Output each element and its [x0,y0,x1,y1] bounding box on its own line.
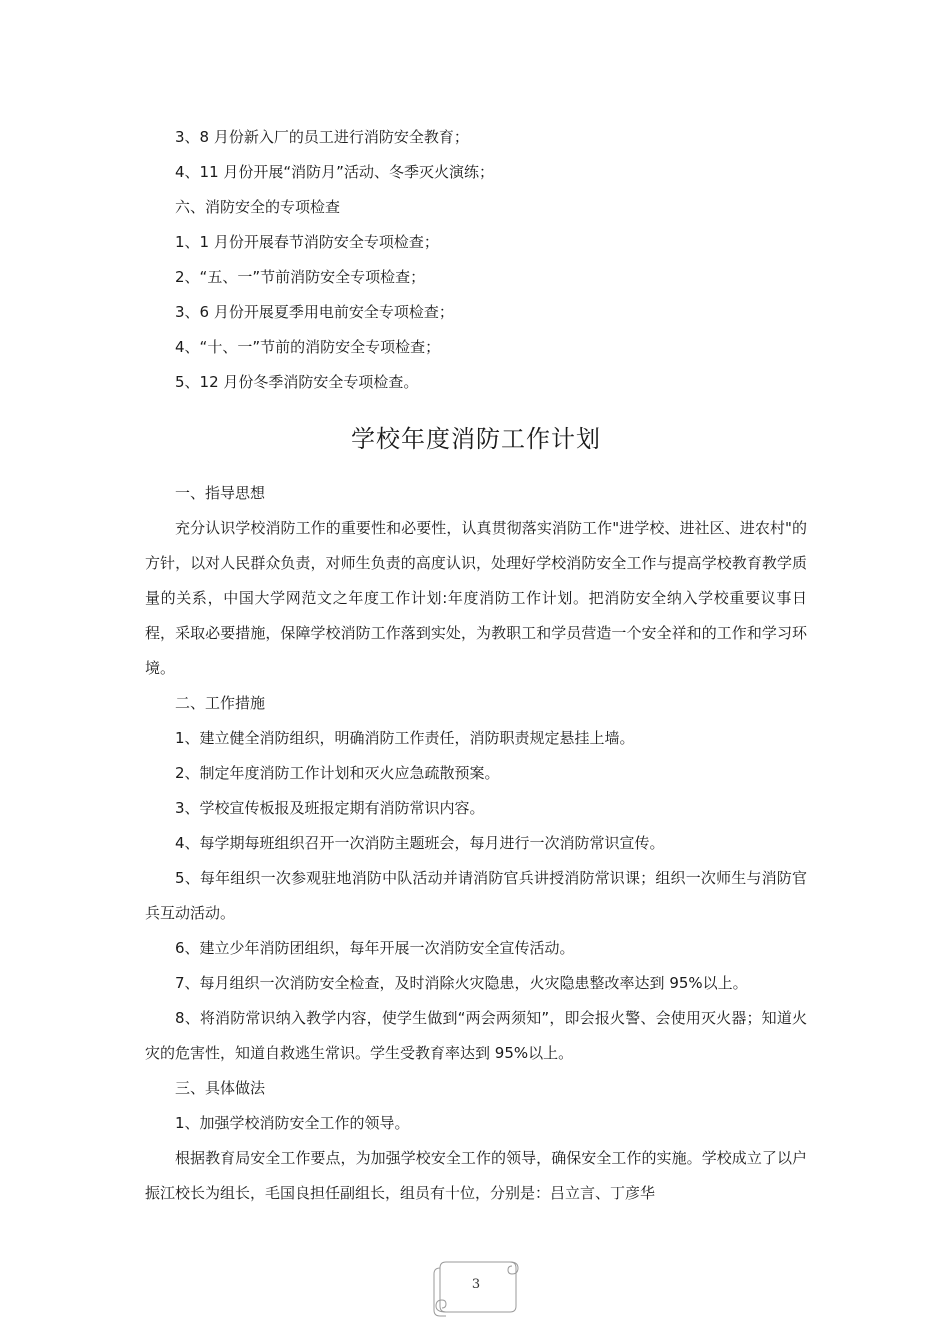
page-number: 3 [471,1277,481,1292]
list-item: 5、每年组织一次参观驻地消防中队活动并请消防官兵讲授消防常识课；组织一次师生与消防官兵互动活动。 [145,869,807,922]
document-body [145,120,807,1211]
paragraph: 根据教育局安全工作要点，为加强学校安全工作的领导，确保安全工作的实施。学校成立了以户振江校长为组长，毛国良担任副组长，组员有十位，分别是：吕立言、丁彦华 [145,1149,807,1202]
list-item: 3、6 月份开展夏季用电前安全专项检查； [175,303,454,321]
list-item: 2、“五、一”节前消防安全专项检查； [175,268,426,286]
paragraph: 充分认识学校消防工作的重要性和必要性，认真贯彻落实消防工作"进学校、进社区、进农村"的方针，以对人民群众负责，对师生负责的高度认识，处理好学校消防安全工作与提高学校教育教学质量的关系，中国大学网范文之年度工作计划:年度消防工作计划。把消防安全纳入学校重要议事日程，采取必要措施，保障学校消防工作落到实处，为教职工和学员营造一个安全祥和的工作和学习环境。 [145,519,807,677]
page-number-scroll [430,1258,522,1320]
list-item: 3、8 月份新入厂的员工进行消防安全教育； [175,128,469,146]
list-item: 3、学校宣传板报及班报定期有消防常识内容。 [175,799,485,817]
list-item: 8、将消防常识纳入教学内容，使学生做到“两会两须知”，即会报火警、会使用灭火器；知道火灾的危害性，知道自救逃生常识。学生受教育率达到 95%以上。 [145,1009,807,1062]
section-heading: 一、指导思想 [175,484,266,502]
document-title: 学校年度消防工作计划 [351,425,601,453]
list-item: 4、每学期每班组织召开一次消防主题班会，每月进行一次消防常识宣传。 [175,834,665,852]
section-heading: 三、具体做法 [175,1079,266,1097]
list-item: 4、11 月份开展“消防月”活动、冬季灭火演练； [175,163,494,181]
list-item: 5、12 月份冬季消防安全专项检查。 [175,373,419,391]
section-heading: 二、工作措施 [175,694,266,712]
section-heading: 六、消防安全的专项检查 [175,198,341,216]
list-item: 1、1 月份开展春节消防安全专项检查； [175,233,439,251]
list-item: 1、加强学校消防安全工作的领导。 [175,1114,410,1132]
list-item: 4、“十、一”节前的消防安全专项检查； [175,338,441,356]
list-item: 2、制定年度消防工作计划和灭火应急疏散预案。 [175,764,500,782]
list-item: 6、建立少年消防团组织，每年开展一次消防安全宣传活动。 [175,939,575,957]
list-item: 1、建立健全消防组织，明确消防工作责任，消防职责规定悬挂上墙。 [175,729,635,747]
list-item: 7、每月组织一次消防安全检查，及时消除火灾隐患，火灾隐患整改率达到 95%以上。 [175,974,748,992]
